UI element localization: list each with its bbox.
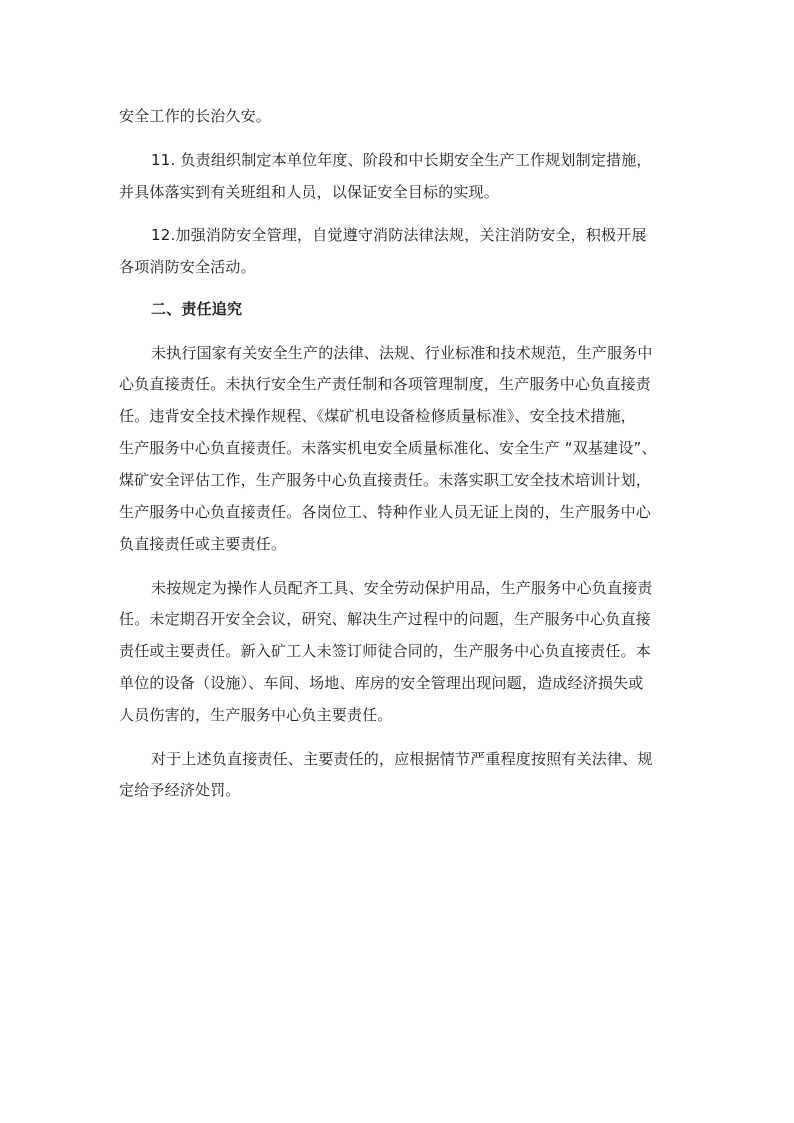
paragraph-text-line: 定给予经济处罚。 <box>119 781 241 799</box>
paragraph-text-line: 生产服务中心负直接责任。各岗位工、特种作业人员无证上岗的，生产服务中心 <box>119 503 652 521</box>
paragraph-text-line: 12.加强消防安全管理，自觉遵守消防法律法规，关注消防安全，积极开展 <box>151 226 647 244</box>
paragraph-text-line: 人员伤害的，生产服务中心负主要责任。 <box>119 706 393 724</box>
paragraph-text-line: 任。未定期召开安全会议，研究、解决生产过程中的问题，生产服务中心负直接 <box>119 610 652 628</box>
paragraph-text-line: 并具体落实到有关班组和人员，以保证安全目标的实现。 <box>119 183 500 201</box>
paragraph-text-line: 生产服务中心负直接责任。未落实机电安全质量标准化、安全生产 “双基建设”、 <box>119 439 657 457</box>
paragraph-text-line: 对于上述负直接责任、主要责任的，应根据情节严重程度按照有关法律、规 <box>151 750 653 768</box>
paragraph-text-line: 安全工作的长治久安。 <box>119 107 272 125</box>
paragraph-text-line: 单位的设备（设施）、车间、场地、库房的安全管理出现问题，造成经济损失或 <box>119 674 644 692</box>
section-heading: 二、责任追究 <box>151 300 243 318</box>
paragraph-text-line: 未执行国家有关安全生产的法律、法规、行业标准和技术规范，生产服务中 <box>151 344 653 362</box>
paragraph-text-line: 任。违背安全技术操作规程、《煤矿机电设备检修质量标准》、安全技术措施， <box>119 407 637 425</box>
paragraph-text-line: 各项消防安全活动。 <box>119 258 256 276</box>
paragraph-text-line: 负直接责任或主要责任。 <box>119 535 287 553</box>
paragraph-text-line: 责任或主要责任。新入矿工人未签订师徒合同的，生产服务中心负直接责任。本 <box>119 642 652 660</box>
paragraph-text-line: 煤矿安全评估工作，生产服务中心负直接责任。未落实职工安全技术培训计划， <box>119 471 652 489</box>
paragraph-text-line: 未按规定为操作人员配齐工具、安全劳动保护用品，生产服务中心负直接责 <box>151 579 653 597</box>
paragraph-text-line: 心负直接责任。未执行安全生产责任制和各项管理制度，生产服务中心负直接责 <box>119 375 652 393</box>
paragraph-text-line: 11. 负责组织制定本单位年度、阶段和中长期安全生产工作规划制定措施， <box>151 151 652 169</box>
